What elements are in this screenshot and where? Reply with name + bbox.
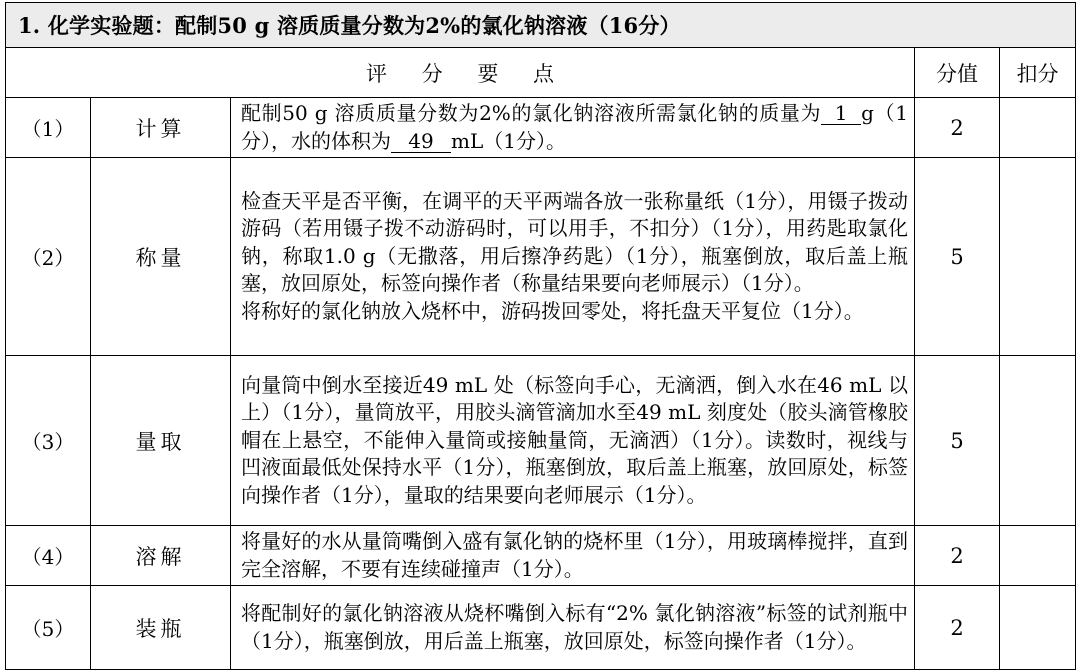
table-row [6,356,1076,526]
table-row [6,586,1076,670]
row-number: （2） [6,158,91,356]
step-criteria [231,158,915,356]
deduction-cell[interactable] [1000,98,1076,158]
score-value: 2 [915,526,1000,586]
answer-blank: 1 [821,102,861,125]
step-name: 量取 [91,356,231,526]
rubric-table [5,2,1076,670]
table-row [6,98,1076,158]
table-row [6,526,1076,586]
deduction-cell[interactable] [1000,158,1076,356]
header-score: 分值 [915,48,1000,98]
deduction-cell[interactable] [1000,526,1076,586]
criteria-text: g（1分），水的体积为 [241,101,908,153]
score-value: 5 [915,356,1000,526]
step-name: 计算 [91,98,231,158]
table-row [6,158,1076,356]
criteria-paragraph: 检查天平是否平衡，在调平的天平两端各放一张称量纸（1分），用镊子拨动游码（若用镊子拨不动游码时，可以用手，不扣分）（1分），用药匙取氯化钠，称取1.0 g（无撒落，用后擦净药匙）（1分），瓶塞倒放，取后盖上瓶塞，放回原处，标签向操作者（称量结果要向老师展示）（1分）。 [241,188,908,296]
step-name: 称量 [91,158,231,356]
answer-blank: 49 [391,130,451,153]
step-criteria [231,98,915,158]
criteria-text: mL（1分）。 [451,128,566,153]
header-points [6,48,915,98]
step-name: 溶解 [91,526,231,586]
header-deduction: 扣分 [1000,48,1076,98]
step-name: 装瓶 [91,586,231,670]
step-criteria: 将配制好的氯化钠溶液从烧杯嘴倒入标有“2% 氯化钠溶液”标签的试剂瓶中（1分），瓶塞倒放，用后盖上瓶塞，放回原处，标签向操作者（1分）。 [231,586,915,670]
score-value: 5 [915,158,1000,356]
step-criteria: 将量好的水从量筒嘴倒入盛有氯化钠的烧杯里（1分），用玻璃棒搅拌，直到完全溶解，不要有连续碰撞声（1分）。 [231,526,915,586]
deduction-cell[interactable] [1000,356,1076,526]
deduction-cell[interactable] [1000,586,1076,670]
row-number: （3） [6,356,91,526]
criteria-paragraph: 将称好的氯化钠放入烧杯中，游码拨回零处，将托盘天平复位（1分）。 [241,298,864,323]
row-number: （4） [6,526,91,586]
header-row [6,48,1076,98]
step-criteria: 向量筒中倒水至接近49 mL 处（标签向手心，无滴洒，倒入水在46 mL 以上）（1分），量筒放平，用胶头滴管滴加水至49 mL 刻度处（胶头滴管橡胶帽在上悬空，不能伸入量筒或接触量筒，无滴洒）（1分）。读数时，视线与凹液面最低处保持水平（1分），瓶塞倒放，取后盖上瓶塞，放回原处，标签向操作者（1分），量取的结果要向老师展示（1分）。 [231,356,915,526]
criteria-text: 配制50 g 溶质质量分数为2%的氯化钠溶液所需氯化钠的质量为 [241,101,822,125]
header-points-label: 评 分 要 点 [365,61,569,86]
title-row [6,3,1076,48]
score-value: 2 [915,98,1000,158]
score-value: 2 [915,586,1000,670]
row-number: （5） [6,586,91,670]
row-number: （1） [6,98,91,158]
question-title: 1. 化学实验题：配制50 g 溶质质量分数为2%的氯化钠溶液（16分） [6,3,1076,48]
